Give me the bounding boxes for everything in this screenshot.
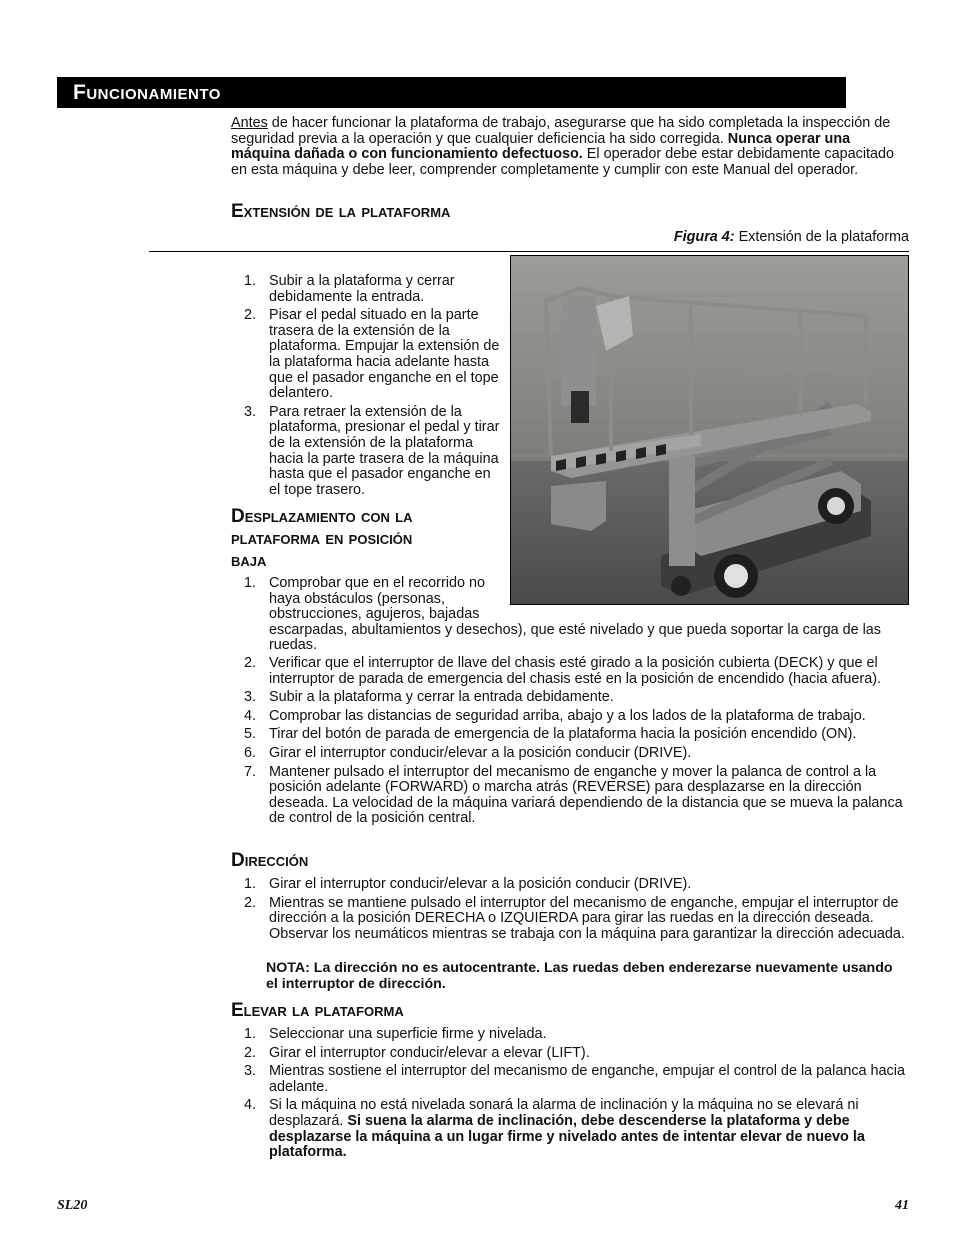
- list-item: 1. Girar el interruptor conducir/elevar a la posición conducir (DRIVE).: [244, 876, 692, 892]
- list-item: 4. Si la máquina no está nivelada sonará la alarma de inclinación y la máquina no se elevará ni desplazará. Si suena la alarma de inclinación, debe descenderse la plataforma y debe desplazarse la máquina a un lugar firme y nivelado antes de intentar elevar de nuevo la plataforma.: [244, 1097, 865, 1161]
- caption-rule: [149, 251, 909, 252]
- list-item: 3. Para retraer la extensión de la plataforma, presionar el pedal y tirar de la extensión de la plataforma hacia la parte trasera de la máquina hasta que el pasador enganche en el tope trasero.: [244, 403, 500, 498]
- list-item: 7. Mantener pulsado el interruptor del mecanismo de enganche y mover la palanca de control a la posición adelante (FORWARD) o marcha atrás (REVERSE) para desplazarse en la dirección deseada. La velocidad de la máquina variará dependiendo de la distancia que se mueva la palanca de control de la posición central.: [244, 763, 903, 827]
- heading-elevar: Elevar la plataforma: [231, 1000, 404, 1021]
- list-item: 5. Tirar del botón de parada de emergencia de la plataforma hacia la posición encendido (ON).: [244, 726, 857, 743]
- figure-caption-text: Extensión de la plataforma: [734, 229, 909, 245]
- desplazamiento-steps: [231, 656, 911, 827]
- footer-page-number: 41: [895, 1198, 909, 1213]
- heading-direccion: Dirección: [231, 850, 309, 871]
- heading-extension: Extensión de la plataforma: [231, 201, 451, 222]
- list-item: 1. Seleccionar una superficie firme y nivelada.: [244, 1026, 547, 1042]
- figure-caption: [674, 229, 909, 245]
- intro-paragraph: [231, 116, 911, 178]
- list-item: 3. Subir a la plataforma y cerrar la entrada debidamente.: [244, 689, 614, 706]
- note-direccion: NOTA: La dirección no es autocentrante. Las ruedas deben enderezarse nuevamente usando el interruptor de dirección.: [266, 960, 893, 992]
- list-item: 4. Comprobar las distancias de seguridad arriba, abajo y a los lados de la plataforma de trabajo.: [244, 707, 866, 724]
- intro-text-1: de hacer funcionar la plataforma de trabajo, asegurarse que ha sido completada la inspección de seguridad previa a la operación y que cualquier deficiencia ha sido corregida.: [231, 115, 891, 147]
- heading-desplazamiento: Desplazamiento con la plataforma en posición baja: [231, 506, 413, 571]
- desplazamiento-step-1: 1. Comprobar que en el recorrido no haya obstáculos (personas, obstrucciones, agujeros, bajadas escarpadas, abultamientos y desechos), que esté nivelado y que pueda soportar la carga de las ruedas.: [244, 575, 881, 654]
- list-item: 2. Pisar el pedal situado en la parte trasera de la extensión de la plataforma. Empujar la extensión de la plataforma hacia adelante hasta que el pasador enganche en el tope delantero.: [244, 307, 500, 402]
- list-item: 3. Mientras sostiene el interruptor del mecanismo de enganche, empujar el control de la palanca hacia adelante.: [244, 1063, 905, 1095]
- direccion-steps: [231, 877, 911, 942]
- extension-steps: [231, 274, 501, 498]
- section-banner: Funcionamiento: [57, 77, 846, 108]
- intro-underlined-word: Antes: [231, 115, 268, 131]
- elevar-steps: [231, 1027, 911, 1161]
- list-item: 2. Verificar que el interruptor de llave del chasis esté girado a la posición cubierta (DECK) y que el interruptor de parada de emergencia del chasis esté en la posición de encendido (hacia afuera).: [244, 655, 881, 687]
- figure-label: Figura 4:: [673, 229, 735, 245]
- scissor-lift-image: [511, 256, 908, 604]
- list-item: 2. Mientras se mantiene pulsado el interruptor del mecanismo de enganche, empujar el interruptor de dirección a la posición DERECHA o IZQUIERDA para girar las ruedas en la dirección deseada. Observar los neumáticos mientras se trabaja con la máquina para garantizar la dirección adecuada.: [244, 894, 905, 942]
- list-item: 1. Subir a la plataforma y cerrar debidamente la entrada.: [244, 273, 455, 305]
- intro-warning: Nunca operar una máquina dañada o con funcionamiento defectuoso.: [231, 130, 851, 163]
- intro-text-2: El operador debe estar debidamente capacitado en esta máquina y debe leer, comprender completamente y cumplir con este Manual del operador.: [231, 146, 895, 178]
- figure-photo: [510, 255, 909, 605]
- list-item: 2. Girar el interruptor conducir/elevar a elevar (LIFT).: [244, 1044, 590, 1061]
- list-item: 6. Girar el interruptor conducir/elevar a la posición conducir (DRIVE).: [244, 744, 692, 761]
- footer-model: SL20: [57, 1198, 88, 1213]
